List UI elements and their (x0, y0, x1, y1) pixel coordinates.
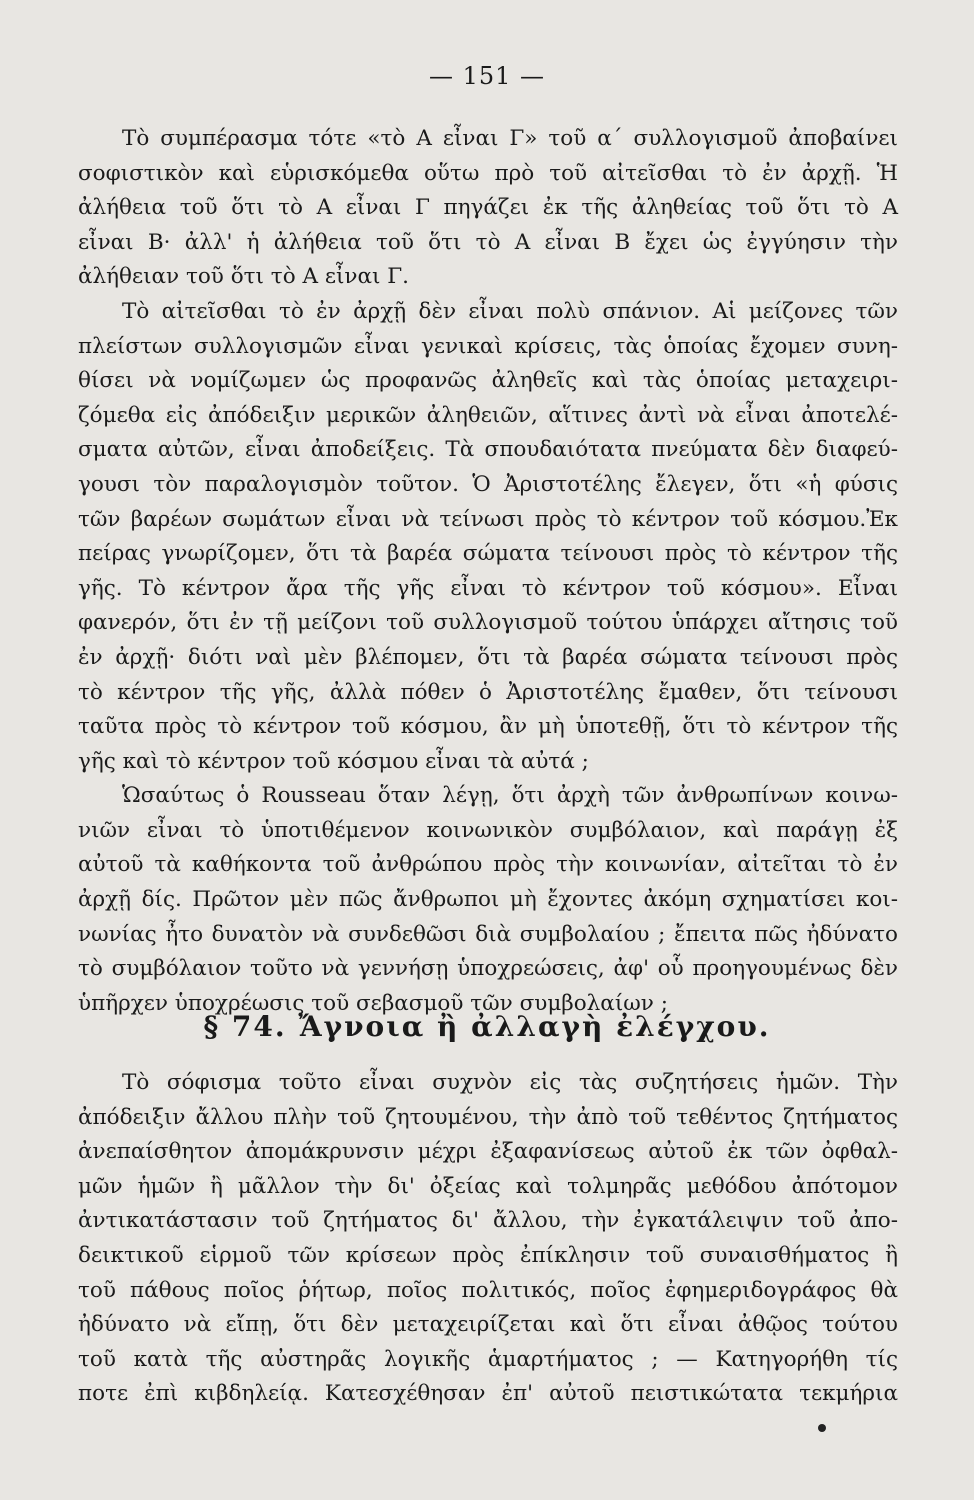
text-line: ἀπόδειξιν ἄλλου πλὴν τοῦ ζητουμένου, τὴν ἀπὸ τοῦ τεθέντος ζητήματος (78, 1104, 898, 1130)
body-text-top (78, 122, 898, 1021)
text-line: αὐτοῦ τὰ καθήκοντα τοῦ ἀνθρώπου πρὸς τὴν κοινωνίαν, αἰτεῖται τὸ ἐν (78, 852, 898, 878)
text-line: ἐν ἀρχῇ· διότι ναὶ μὲν βλέπομεν, ὅτι τὰ βαρέα σώματα τείνουσι πρὸς (78, 644, 898, 670)
text-line: νωνίας ἦτο δυνατὸν νὰ συνδεθῶσι διὰ συμβολαίου ; ἔπειτα πῶς ἠδύνατο (78, 921, 898, 947)
body-text-bottom (78, 1066, 898, 1412)
text-line: τοῦ κατὰ τῆς αὐστηρᾶς λογικῆς ἁμαρτήματος ; — Κατηγορήθη τίς (78, 1346, 898, 1372)
text-line: Τὸ αἰτεῖσθαι τὸ ἐν ἀρχῇ δὲν εἶναι πολὺ σπάνιον. Αἱ μείζονες τῶν (122, 298, 898, 324)
text-line: ἠδύνατο νὰ εἴπῃ, ὅτι δὲν μεταχειρίζεται καὶ ὅτι εἶναι ἀθῷος τούτου (78, 1312, 898, 1338)
text-line: ἀνεπαίσθητον ἀπομάκρυνσιν μέχρι ἐξαφανίσεως αὐτοῦ ἐκ τῶν ὀφθαλ- (78, 1139, 898, 1165)
text-line: ἀλήθεια τοῦ ὅτι τὸ Α εἶναι Γ πηγάζει ἐκ τῆς ἀληθείας τοῦ ὅτι τὸ Α (78, 195, 898, 221)
text-line: φανερόν, ὅτι ἐν τῇ μείζονι τοῦ συλλογισμοῦ τούτου ὑπάρχει αἴτησις τοῦ (78, 610, 898, 636)
text-line: ποτε ἐπὶ κιβδηλείᾳ. Κατεσχέθησαν ἐπ' αὐτοῦ πειστικώτατα τεκμήρια (78, 1381, 898, 1407)
text-line: σοφιστικὸν καὶ εὑρισκόμεθα οὕτω πρὸ τοῦ αἰτεῖσθαι τὸ ἐν ἀρχῇ. Ἡ (78, 160, 898, 186)
text-line: ὑπῆρχεν ὑποχρέωσις τοῦ σεβασμοῦ τῶν συμβολαίων ; (78, 990, 668, 1016)
text-line: γῆς. Τὸ κέντρον ἄρα τῆς γῆς εἶναι τὸ κέντρον τοῦ κόσμου». Εἶναι (78, 575, 898, 601)
text-line: ἀρχῇ δίς. Πρῶτον μὲν πῶς ἄνθρωποι μὴ ἔχοντες ἀκόμη σχηματίσει κοι- (78, 887, 898, 913)
page-number: — 151 — (428, 62, 546, 90)
ink-dot (818, 1424, 826, 1432)
text-line: Τὸ σόφισμα τοῦτο εἶναι συχνὸν εἰς τὰς συζητήσεις ἡμῶν. Τὴν (122, 1070, 898, 1095)
text-line: Τὸ συμπέρασμα τότε «τὸ Α εἶναι Γ» τοῦ α΄ συλλογισμοῦ ἀποβαίνει (122, 126, 898, 151)
text-line: τὸ κέντρον τῆς γῆς, ἀλλὰ πόθεν ὁ Ἀριστοτέλης ἔμαθεν, ὅτι τείνουσι (78, 679, 898, 705)
text-line: πλείστων συλλογισμῶν εἶναι γενικαὶ κρίσεις, τὰς ὁποίας ἔχομεν συνη- (78, 333, 898, 359)
text-line: ἀντικατάστασιν τοῦ ζητήματος δι' ἄλλου, τὴν ἐγκατάλειψιν τοῦ ἀπο- (78, 1208, 898, 1234)
text-line: πείρας γνωρίζομεν, ὅτι τὰ βαρέα σώματα τείνουσι πρὸς τὸ κέντρον τῆς (78, 541, 898, 567)
text-line: μῶν ἡμῶν ἢ μᾶλλον τὴν δι' ὀξείας καὶ τολμηρᾶς μεθόδου ἀπότομον (78, 1173, 898, 1199)
text-line: εἶναι Β· ἀλλ' ἡ ἀλήθεια τοῦ ὅτι τὸ Α εἶναι Β ἔχει ὡς ἐγγύησιν τὴν (78, 229, 898, 255)
text-line: δεικτικοῦ εἱρμοῦ τῶν κρίσεων πρὸς ἐπίκλησιν τοῦ συναισθήματος ἢ (78, 1242, 898, 1268)
text-line: ἀλήθειαν τοῦ ὅτι τὸ Α εἶναι Γ. (78, 264, 410, 290)
text-line: Ὡσαύτως ὁ Rousseau ὅταν λέγῃ, ὅτι ἀρχὴ τῶν ἀνθρωπίνων κοινω- (122, 783, 898, 809)
text-line: γουσι τὸν παραλογισμὸν τοῦτον. Ὁ Ἀριστοτέλης ἔλεγεν, ὅτι «ἡ φύσις (78, 471, 898, 497)
text-line: τῶν βαρέων σωμάτων εἶναι νὰ τείνωσι πρὸς τὸ κέντρον τοῦ κόσμου.Ἐκ (78, 506, 898, 532)
text-line: νιῶν εἶναι τὸ ὑποτιθέμενον κοινωνικὸν συμβόλαιον, καὶ παράγῃ ἐξ (78, 817, 898, 843)
text-line: ταῦτα πρὸς τὸ κέντρον τοῦ κόσμου, ἂν μὴ ὑποτεθῇ, ὅτι τὸ κέντρον τῆς (78, 714, 898, 740)
section-heading: § 74. Ἄγνοια ἢ ἀλλαγὴ ἐλέγχου. (203, 1010, 771, 1043)
text-line: σματα αὐτῶν, εἶναι ἀποδείξεις. Τὰ σπουδαιότατα πνεύματα δὲν διαφεύ- (78, 437, 898, 463)
text-line: ζόμεθα εἰς ἀπόδειξιν μερικῶν ἀληθειῶν, αἵτινες ἀντὶ νὰ εἶναι ἀποτελέ- (78, 402, 898, 428)
text-line: τοῦ πάθους ποῖος ῥήτωρ, ποῖος πολιτικός, ποῖος ἐφημεριδογράφος θὰ (78, 1277, 898, 1303)
text-line: τὸ συμβόλαιον τοῦτο νὰ γεννήσῃ ὑποχρεώσεις, ἀφ' οὗ προηγουμένως δὲν (78, 956, 898, 982)
text-line: θίσει νὰ νομίζωμεν ὡς προφανῶς ἀληθεῖς καὶ τὰς ὁποίας μεταχειρι- (78, 368, 898, 394)
text-line: γῆς καὶ τὸ κέντρον τοῦ κόσμου εἶναι τὰ αὐτά ; (78, 748, 589, 774)
